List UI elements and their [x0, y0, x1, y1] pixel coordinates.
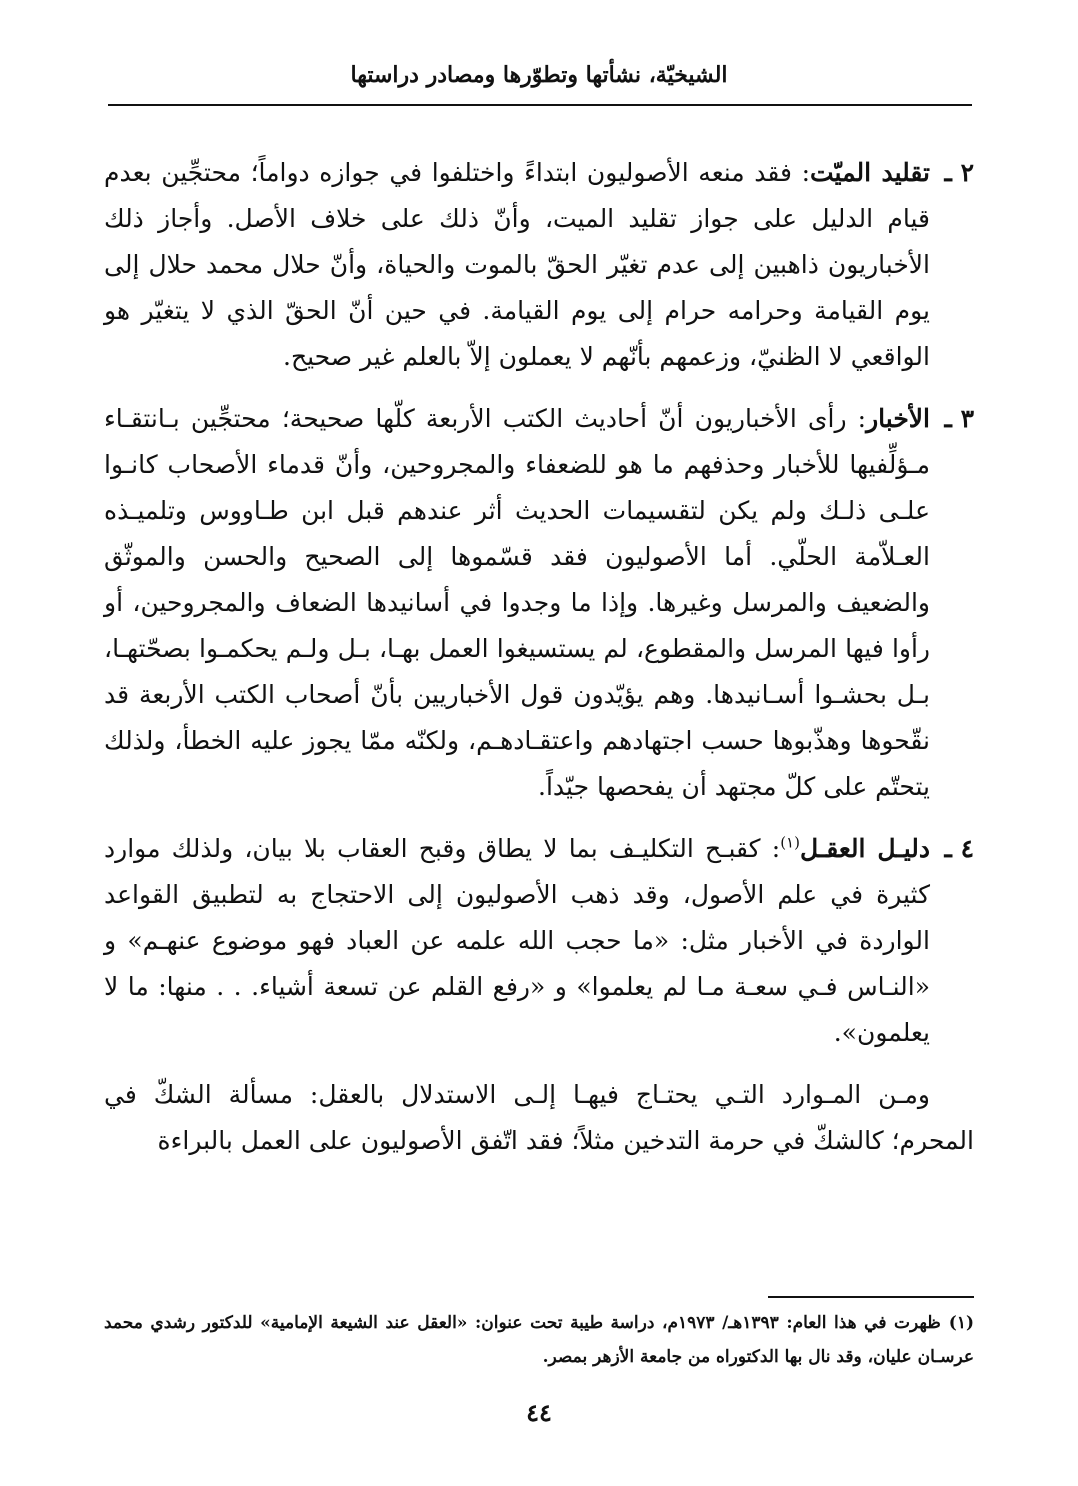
item-term: تقليد الميّت	[810, 158, 930, 187]
item-body	[104, 150, 930, 380]
item-text: : فقد منعه الأصوليون ابتداءً واختلفوا في جوازه دواماً؛ محتجِّين بعدم قيام الدليل على جواز تقليد الميت، وأنّ ذلك على خلاف الأصل. وأجاز ذلك الأخباريون ذاهبين إلى عدم تغيّر الحقّ بالموت والحياة، وأنّ حلال محمد حلال إلى يوم القيامة وحرامه حرام إلى يوم القيامة. في حين أنّ الحقّ الذي لا يتغيّر هو الواقعي لا الظنيّ، وزعمهم بأنّهم لا يعملون إلاّ بالعلم غير صحيح.	[104, 158, 930, 371]
footnote-text: ظهرت في هذا العام: ١٣٩٣هـ/ ١٩٧٣م، دراسة طيبة تحت عنوان: «العقل عند الشيعة الإمامية» للدكتور رشدي محمد عرسـان عليان، وقد نال بها الدكتوراه من جامعة الأزهر بمصر.	[104, 1313, 974, 1367]
header-rule	[108, 104, 972, 106]
list-item	[104, 150, 974, 380]
item-number: ٣ ـ	[944, 404, 974, 433]
item-text: : كقبـح التكليـف بما لا يطاق وقبح العقاب بلا بيان، ولذلك موارد كثيرة في علم الأصول، وقد ذهب الأصوليون إلى الاحتجاج به لتطبيق القواعد الواردة في الأخبار مثل: «ما حجب الله علمه عن العباد فهو موضوع عنهـم» و «النـاس فـي سعـة مـا لم يعلموا» و «رفع القلم عن تسعة أشياء. . . منها: ما لا يعلمون».	[104, 834, 930, 1047]
list-item	[104, 396, 974, 810]
item-body	[104, 396, 930, 810]
list-item	[104, 826, 974, 1056]
item-text: : رأى الأخباريون أنّ أحاديث الكتب الأربعة كلّها صحيحة؛ محتجِّين بـانتقـاء مـؤلِّفيها للأخبار وحذفهم ما هو للضعفاء والمجروحين، وأنّ قدماء الأصحاب كانـوا علـى ذلـك ولم يكن لتقسيمات الحديث أثر عندهم قبل ابن طـاووس وتلميـذه العـلاّمة الحلّي. أما الأصوليون فقد قسّموها إلى الصحيح والحسن والموثّق والضعيف والمرسل وغيرها. وإذا ما وجدوا في أسانيدها الضعاف والمجروحين، أو رأوا فيها المرسل والمقطوع، لم يستسيغوا العمل بهـا، بـل ولـم يحكمـوا بصحّتهـا، بـل بحشـوا أسـانيدها. وهم يؤيّدون قول الأخباريين بأنّ أصحاب الكتب الأربعة قد نقّحوها وهذّبوها حسب اجتهادهم واعتقـادهـم، ولكنّه ممّا يجوز عليه الخطأ، ولذلك يتحتّم على كلّ مجتهد أن يفحصها جيّداً.	[104, 404, 930, 801]
running-header: الشيخيّة، نشأتها وتطوّرها ومصادر دراستها	[350, 62, 728, 88]
footnote-marker: (١)	[948, 1313, 974, 1333]
item-body	[104, 826, 930, 1056]
item-term: دليـل العقـل	[799, 834, 930, 863]
footnote-reference: (١)	[780, 833, 800, 852]
page-number: ٤٤	[526, 1398, 552, 1427]
body-text	[104, 150, 974, 1189]
item-number: ٢ ـ	[944, 158, 974, 187]
footnote	[104, 1306, 974, 1374]
footnote-rule	[768, 1296, 974, 1298]
item-number: ٤ ـ	[944, 834, 974, 863]
item-term: الأخبار	[866, 404, 930, 433]
closing-paragraph: ومـن المـوارد التـي يحتـاج فيهـا إلـى الاستدلال بالعقل: مسألة الشكّ في المحرم؛ كالشكّ في حرمة التدخين مثلاً؛ فقد اتّفق الأصوليون على العمل بالبراءة	[104, 1080, 974, 1155]
